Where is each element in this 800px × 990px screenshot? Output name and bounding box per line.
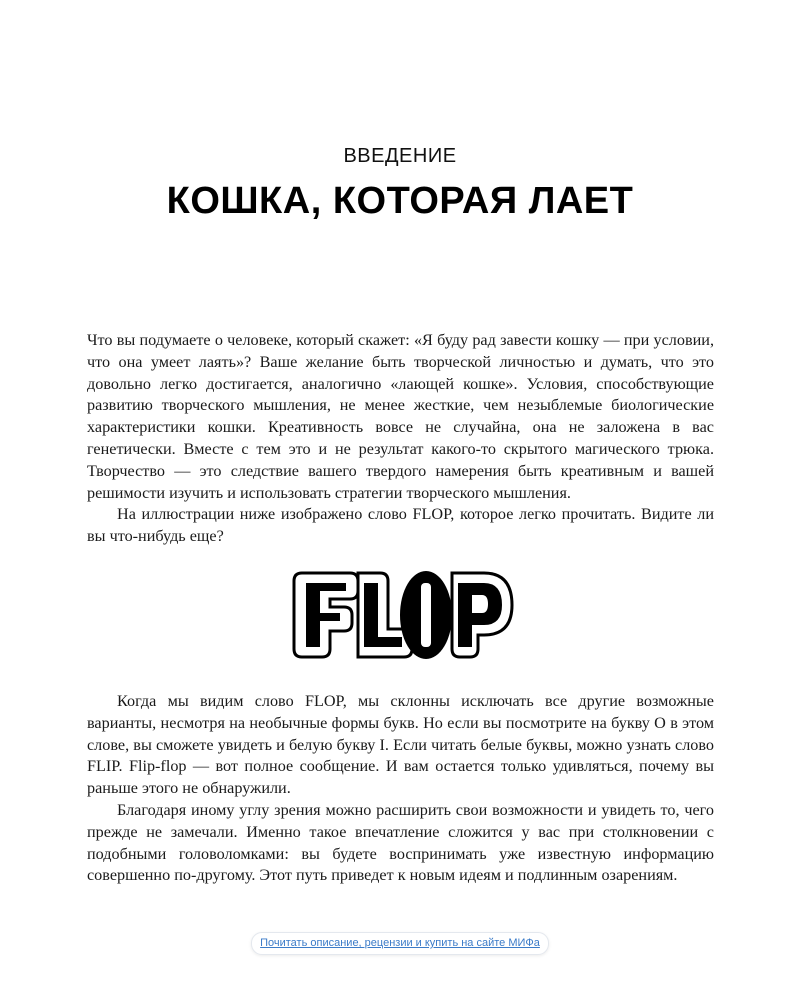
letter-p <box>458 583 502 647</box>
paragraph: Благодаря иному углу зрения можно расширить свои возможности и увидеть то, чего прежде не замечали. Именно такое впечатление сложится у вас при столкновении с подобными головоломками: вы будете воспринимать уже известную информацию совершенно по-другому. Этот путь приведет к новым идеям и подлинным озарениям. <box>87 800 714 885</box>
text-block-bottom <box>87 691 714 887</box>
text-block-top <box>87 330 714 548</box>
flop-illustration <box>280 563 520 668</box>
hidden-letter-i <box>421 583 431 647</box>
paragraph: На иллюстрации ниже изображено слово FLOP, которое легко прочитать. Видите ли вы что-нибудь еще? <box>87 505 714 546</box>
buy-on-mif-link[interactable]: Почитать описание, рецензии и купить на сайте МИФа <box>251 932 549 955</box>
paragraph: Что вы подумаете о человеке, который скажет: «Я буду рад завести кошку — при условии, что она умеет лаять»? Ваше желание быть творческой личностью и думать, что это довольно легко достигается, аналогично «лающей кошке». Условия, способствующие развитию творческого мышления, не менее жесткие, чем незыблемые биологические характеристики кошки. Креативность вовсе не случайна, она не заложена в вас генетически. Вместе с тем это и не результат какого-то скрытого магического трюка. Творчество — это следствие вашего твердого намерения быть креативным и вашей решимости изучить и использовать стратегии творческого мышления. <box>87 331 714 502</box>
chapter-title: КОШКА, КОТОРАЯ ЛАЕТ <box>166 180 634 222</box>
paragraph: Когда мы видим слово FLOP, мы склонны исключать все другие возможные варианты, несмотря на необычные формы букв. Но если вы посмотрите на букву O в этом слове, вы сможете увидеть и белую букву I. Если читать белые буквы, можно узнать слово FLIP. Flip-flop — вот полное сообщение. И вам остается только удивляться, почему вы раньше этого не обнаружили. <box>87 692 714 798</box>
chapter-label: ВВЕДЕНИЕ <box>343 145 457 167</box>
